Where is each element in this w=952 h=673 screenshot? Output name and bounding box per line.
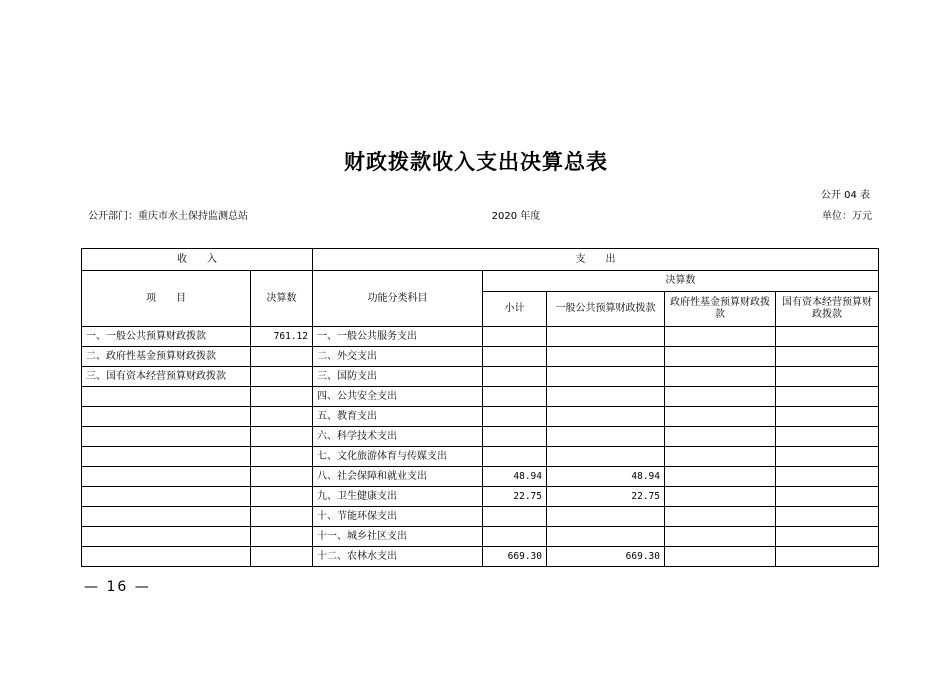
table-row <box>82 327 879 347</box>
subtotal-cell <box>483 407 547 427</box>
income-item-cell <box>82 487 251 507</box>
gov-fund-cell <box>665 447 776 467</box>
gov-fund-cell <box>665 347 776 367</box>
form-number: 公开 04 表 <box>820 190 870 201</box>
subtotal-cell <box>483 507 547 527</box>
expense-header: 支 出 <box>313 249 879 271</box>
income-item-cell <box>82 427 251 447</box>
state-capital-cell <box>776 447 879 467</box>
final-amount-group-header: 决算数 <box>483 271 879 292</box>
state-capital-header: 国有资本经营预算财政拨款 <box>776 292 879 327</box>
general-budget-cell <box>547 407 665 427</box>
expense-item-cell: 四、公共安全支出 <box>313 387 483 407</box>
income-item-cell: 二、政府性基金预算财政拨款 <box>82 347 251 367</box>
subtotal-cell <box>483 427 547 447</box>
general-budget-cell <box>547 427 665 447</box>
state-capital-cell <box>776 347 879 367</box>
general-budget-cell: 669.30 <box>547 547 665 567</box>
expense-item-cell: 七、文化旅游体育与传媒支出 <box>313 447 483 467</box>
gov-fund-cell <box>665 327 776 347</box>
state-capital-cell <box>776 547 879 567</box>
subtotal-cell <box>483 447 547 467</box>
income-amount-cell <box>251 367 313 387</box>
income-amount-cell <box>251 447 313 467</box>
state-capital-cell <box>776 527 879 547</box>
page-title: 财政拨款收入支出决算总表 <box>344 150 608 174</box>
income-amount-cell <box>251 507 313 527</box>
table-row <box>82 387 879 407</box>
subtotal-header: 小计 <box>483 292 547 327</box>
subtotal-cell <box>483 387 547 407</box>
income-item-cell <box>82 387 251 407</box>
item-header: 项 目 <box>82 271 251 327</box>
general-budget-cell: 22.75 <box>547 487 665 507</box>
gov-fund-cell <box>665 427 776 447</box>
income-amount-cell <box>251 387 313 407</box>
income-item-cell <box>82 527 251 547</box>
gov-fund-cell <box>665 407 776 427</box>
general-budget-cell <box>547 387 665 407</box>
fiscal-year: 2020 年度 <box>491 211 541 222</box>
subtotal-cell: 22.75 <box>483 487 547 507</box>
income-item-cell <box>82 447 251 467</box>
state-capital-cell <box>776 367 879 387</box>
subtotal-cell <box>483 367 547 387</box>
income-amount-cell <box>251 407 313 427</box>
income-amount-cell: 761.12 <box>251 327 313 347</box>
income-amount-cell <box>251 427 313 447</box>
expense-item-cell: 十二、农林水支出 <box>313 547 483 567</box>
general-budget-cell <box>547 327 665 347</box>
state-capital-cell <box>776 427 879 447</box>
gov-fund-cell <box>665 507 776 527</box>
state-capital-cell <box>776 467 879 487</box>
table-row <box>82 467 879 487</box>
general-budget-cell <box>547 527 665 547</box>
subtotal-cell <box>483 347 547 367</box>
subtotal-cell: 669.30 <box>483 547 547 567</box>
general-budget-cell <box>547 507 665 527</box>
expense-item-cell: 六、科学技术支出 <box>313 427 483 447</box>
gov-fund-cell <box>665 367 776 387</box>
subtotal-cell <box>483 327 547 347</box>
gov-fund-cell <box>665 467 776 487</box>
income-item-cell: 三、国有资本经营预算财政拨款 <box>82 367 251 387</box>
income-item-cell <box>82 547 251 567</box>
subtotal-cell: 48.94 <box>483 467 547 487</box>
function-category-header: 功能分类科目 <box>313 271 483 327</box>
gov-fund-cell <box>665 487 776 507</box>
gov-fund-cell <box>665 547 776 567</box>
unit-label: 单位：万元 <box>822 211 872 222</box>
income-item-cell <box>82 407 251 427</box>
income-item-cell: 一、一般公共预算财政拨款 <box>82 327 251 347</box>
general-budget-cell <box>547 447 665 467</box>
expense-item-cell: 十、节能环保支出 <box>313 507 483 527</box>
income-amount-cell <box>251 467 313 487</box>
state-capital-cell <box>776 407 879 427</box>
state-capital-cell <box>776 387 879 407</box>
income-amount-cell <box>251 547 313 567</box>
table-row <box>82 527 879 547</box>
gov-fund-header: 政府性基金预算财政拨款 <box>665 292 776 327</box>
table-row <box>82 547 879 567</box>
table-row <box>82 347 879 367</box>
expense-item-cell: 八、社会保障和就业支出 <box>313 467 483 487</box>
department-label: 公开部门：重庆市水土保持监测总站 <box>88 211 248 222</box>
income-amount-cell <box>251 347 313 367</box>
general-budget-cell <box>547 367 665 387</box>
final-amount-header: 决算数 <box>251 271 313 327</box>
table-row <box>82 367 879 387</box>
budget-table <box>81 248 879 567</box>
income-item-cell <box>82 467 251 487</box>
general-budget-header: 一般公共预算财政拨款 <box>547 292 665 327</box>
state-capital-cell <box>776 327 879 347</box>
expense-item-cell: 一、一般公共服务支出 <box>313 327 483 347</box>
expense-item-cell: 十一、城乡社区支出 <box>313 527 483 547</box>
expense-item-cell: 二、外交支出 <box>313 347 483 367</box>
table-row <box>82 427 879 447</box>
gov-fund-cell <box>665 387 776 407</box>
expense-item-cell: 九、卫生健康支出 <box>313 487 483 507</box>
general-budget-cell <box>547 347 665 367</box>
table-row <box>82 407 879 427</box>
table-row <box>82 447 879 467</box>
income-amount-cell <box>251 527 313 547</box>
state-capital-cell <box>776 487 879 507</box>
income-header: 收 入 <box>82 249 313 271</box>
gov-fund-cell <box>665 527 776 547</box>
subtotal-cell <box>483 527 547 547</box>
income-amount-cell <box>251 487 313 507</box>
page-number: — 16 — <box>84 579 151 595</box>
expense-item-cell: 三、国防支出 <box>313 367 483 387</box>
expense-item-cell: 五、教育支出 <box>313 407 483 427</box>
table-row <box>82 507 879 527</box>
table-row <box>82 487 879 507</box>
state-capital-cell <box>776 507 879 527</box>
general-budget-cell: 48.94 <box>547 467 665 487</box>
income-item-cell <box>82 507 251 527</box>
